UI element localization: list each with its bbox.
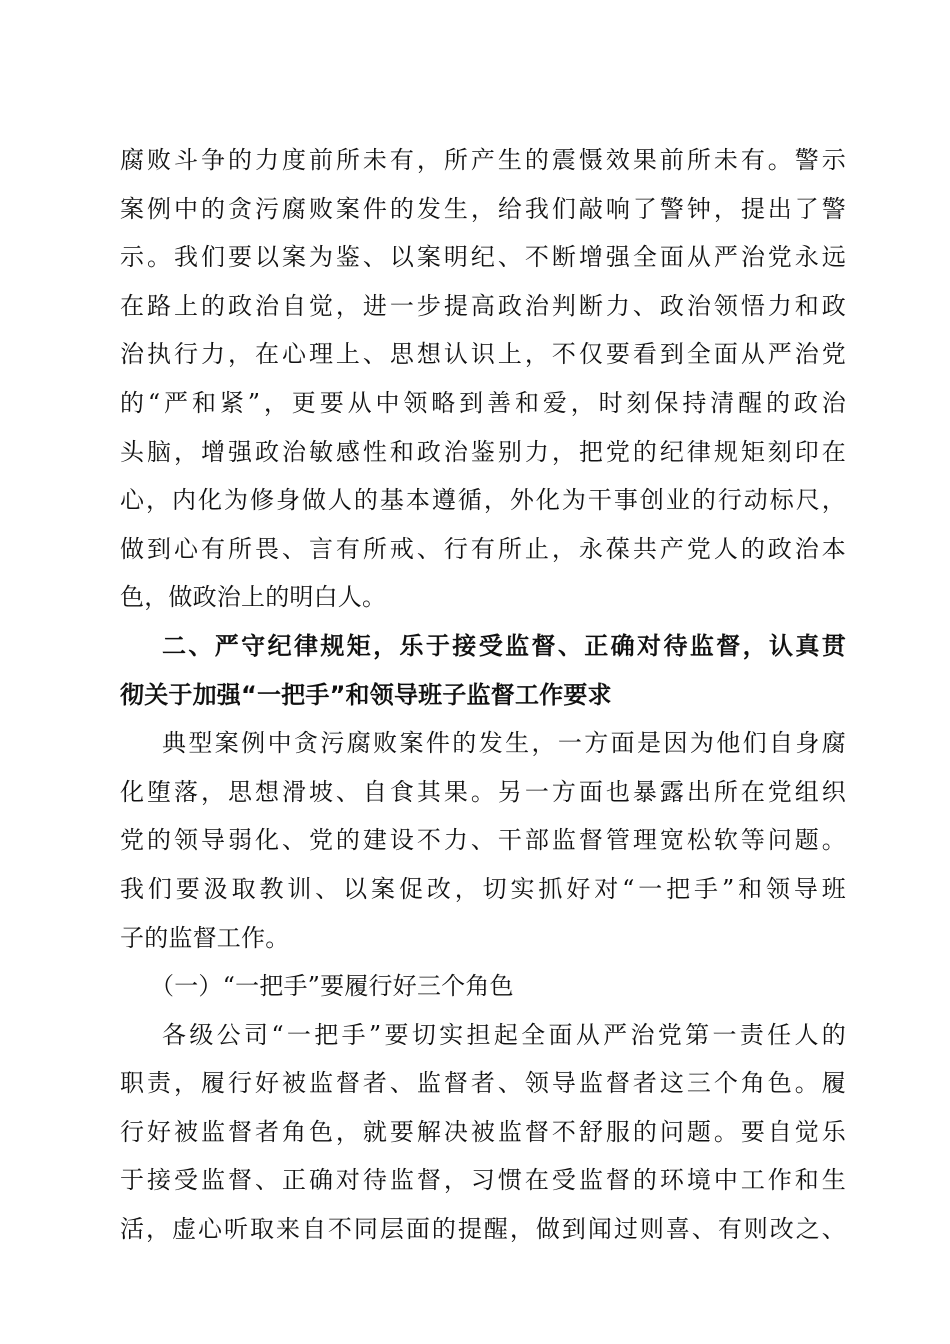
paragraph-line: 行好被监督者角色，就要解决被监督不舒服的问题。要自觉乐: [120, 1117, 846, 1146]
section-heading: 彻关于加强“一把手”和领导班子监督工作要求: [120, 680, 612, 709]
paragraph-line: 各级公司“一把手”要切实担起全面从严治党第一责任人的: [162, 1020, 846, 1049]
paragraph-line: 化堕落，思想滑坡、自食其果。另一方面也暴露出所在党组织: [120, 777, 846, 806]
subsection-heading: （一）“一把手”要履行好三个角色: [150, 972, 514, 1001]
paragraph-line: 子的监督工作。: [120, 923, 290, 952]
paragraph-line: 党的领导弱化、党的建设不力、干部监督管理宽松软等问题。: [120, 826, 846, 855]
paragraph-line: 我们要汲取教训、以案促改，切实抓好对“一把手”和领导班: [120, 874, 846, 903]
paragraph-line: 腐败斗争的力度前所未有，所产生的震慑效果前所未有。警示: [120, 146, 846, 174]
paragraph-line: 色，做政治上的明白人。: [120, 583, 387, 612]
paragraph-line: 头脑，增强政治敏感性和政治鉴别力，把党的纪律规矩刻印在: [120, 437, 846, 466]
paragraph-line: 做到心有所畏、言有所戒、行有所止，永葆共产党人的政治本: [120, 534, 846, 563]
paragraph-line: 的“严和紧”，更要从中领略到善和爱，时刻保持清醒的政治: [120, 388, 846, 417]
paragraph-line: 典型案例中贪污腐败案件的发生，一方面是因为他们自身腐: [162, 729, 846, 758]
paragraph-line: 心，内化为修身做人的基本遵循，外化为干事创业的行动标尺，: [120, 486, 846, 515]
paragraph-line: 在路上的政治自觉，进一步提高政治判断力、政治领悟力和政: [120, 291, 846, 320]
paragraph-line: 案例中的贪污腐败案件的发生，给我们敲响了警钟，提出了警: [120, 194, 846, 223]
paragraph-line: 示。我们要以案为鉴、以案明纪、不断增强全面从严治党永远: [120, 243, 846, 272]
section-heading: 二、严守纪律规矩，乐于接受监督、正确对待监督，认真贯: [162, 631, 846, 660]
paragraph-line: 职责，履行好被监督者、监督者、领导监督者这三个角色。履: [120, 1069, 846, 1098]
paragraph-line: 治执行力，在心理上、思想认识上，不仅要看到全面从严治党: [120, 340, 846, 369]
paragraph-line: 活，虚心听取来自不同层面的提醒，做到闻过则喜、有则改之、: [120, 1215, 846, 1244]
paragraph-line: 于接受监督、正确对待监督，习惯在受监督的环境中工作和生: [120, 1166, 846, 1195]
document-page: [120, 136, 846, 1254]
